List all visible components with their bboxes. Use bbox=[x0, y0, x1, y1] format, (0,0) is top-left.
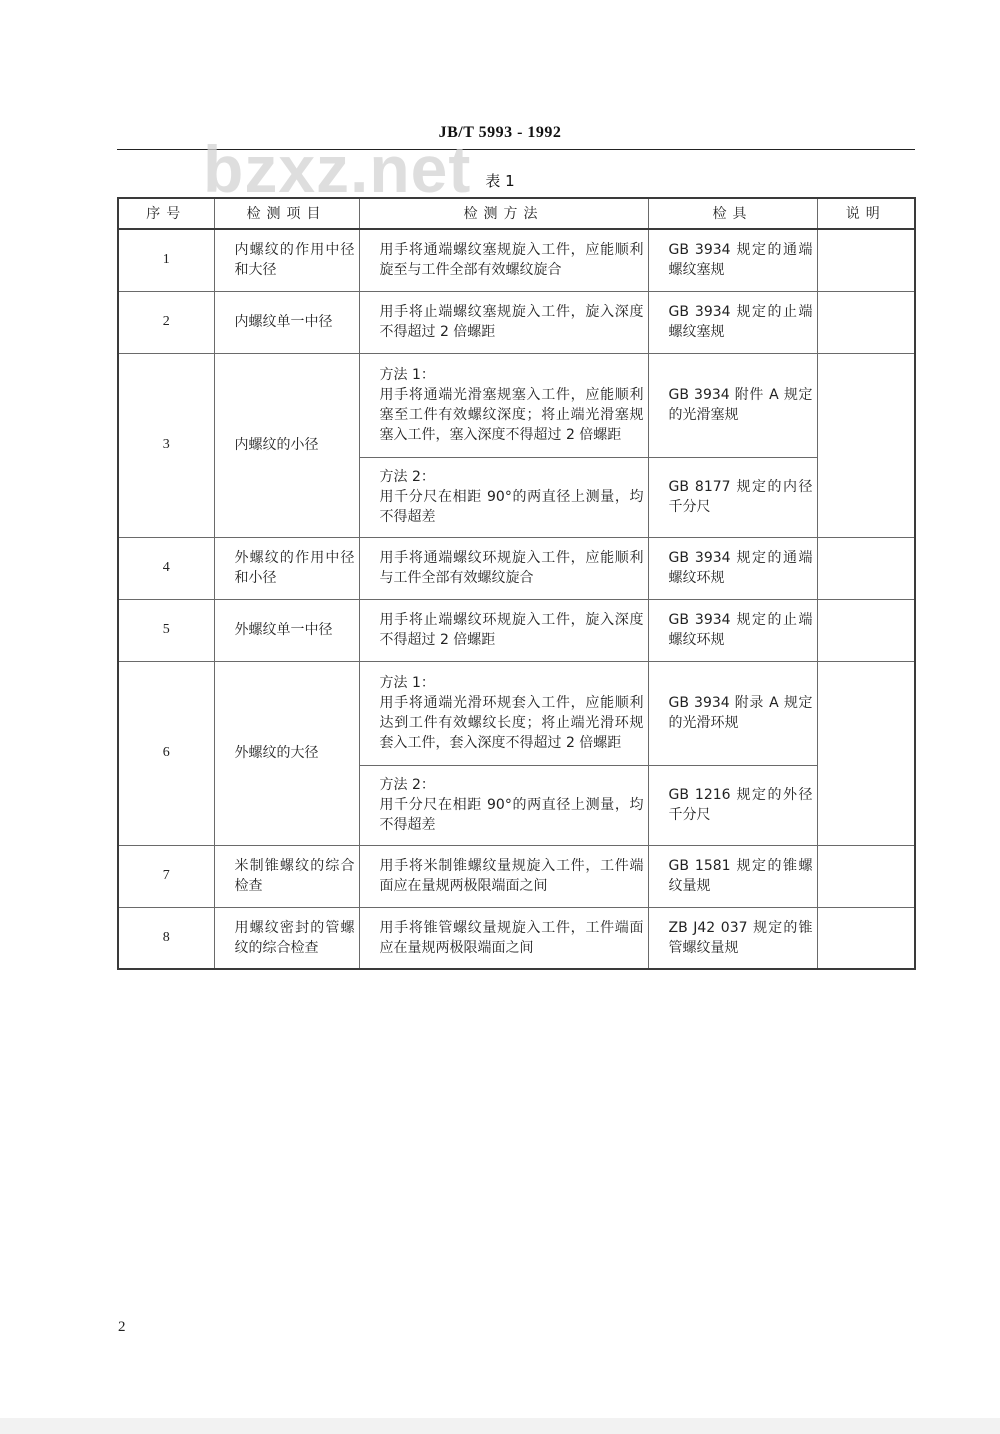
inspection-method: 用手将止端螺纹塞规旋入工件，旋入深度不得超过 2 倍螺距 bbox=[359, 291, 648, 353]
standard-number-header: JB/T 5993 - 1992 bbox=[438, 124, 562, 141]
inspection-item: 外螺纹的大径 bbox=[214, 661, 359, 845]
inspection-tool: GB 3934 附件 A 规定的光滑塞规 bbox=[648, 353, 817, 457]
inspection-method: 用手将止端螺纹环规旋入工件，旋入深度不得超过 2 倍螺距 bbox=[359, 599, 648, 661]
inspection-item: 外螺纹单一中径 bbox=[214, 599, 359, 661]
inspection-tool: GB 3934 附录 A 规定的光滑环规 bbox=[648, 661, 817, 765]
note-cell bbox=[817, 291, 915, 353]
table-header-row bbox=[118, 198, 915, 229]
table-row bbox=[118, 353, 915, 457]
inspection-method bbox=[359, 353, 648, 457]
inspection-method: 用手将锥管螺纹量规旋入工件，工件端面应在量规两极限端面之间 bbox=[359, 907, 648, 969]
table-row bbox=[118, 599, 915, 661]
note-cell bbox=[817, 907, 915, 969]
method-text: 用手将通端光滑塞规塞入工件，应能顺利塞至工件有效螺纹深度；将止端光滑塞规塞入工件，塞入深度不得超过 2 倍螺距 bbox=[379, 387, 644, 443]
row-number: 1 bbox=[118, 229, 214, 291]
method-label: 方法 2： bbox=[379, 777, 435, 793]
method-label: 方法 2： bbox=[379, 469, 435, 485]
method-label: 方法 1： bbox=[379, 675, 435, 691]
row-number: 8 bbox=[118, 907, 214, 969]
note-cell bbox=[817, 845, 915, 907]
inspection-tool: GB 3934 规定的止端螺纹塞规 bbox=[648, 291, 817, 353]
col-header-note: 说明 bbox=[817, 198, 915, 229]
inspection-tool: GB 1216 规定的外径千分尺 bbox=[648, 765, 817, 845]
note-cell bbox=[817, 353, 915, 537]
table-row bbox=[118, 537, 915, 599]
table-row bbox=[118, 845, 915, 907]
inspection-item: 内螺纹单一中径 bbox=[214, 291, 359, 353]
method-label: 方法 1： bbox=[379, 367, 435, 383]
col-header-item: 检测项目 bbox=[214, 198, 359, 229]
inspection-item: 内螺纹的小径 bbox=[214, 353, 359, 537]
method-text: 用千分尺在相距 90°的两直径上测量，均不得超差 bbox=[379, 797, 644, 833]
inspection-method: 用手将通端螺纹环规旋入工件，应能顺利与工件全部有效螺纹旋合 bbox=[359, 537, 648, 599]
table-row bbox=[118, 291, 915, 353]
inspection-item: 外螺纹的作用中径和小径 bbox=[214, 537, 359, 599]
inspection-method bbox=[359, 457, 648, 537]
inspection-item: 内螺纹的作用中径和大径 bbox=[214, 229, 359, 291]
inspection-method: 用手将米制锥螺纹量规旋入工件，工件端面应在量规两极限端面之间 bbox=[359, 845, 648, 907]
col-header-method: 检测方法 bbox=[359, 198, 648, 229]
table-row bbox=[118, 661, 915, 765]
inspection-table bbox=[117, 197, 916, 970]
watermark: bzxz.net bbox=[203, 132, 472, 206]
col-header-no: 序号 bbox=[118, 198, 214, 229]
col-header-tool: 检具 bbox=[648, 198, 817, 229]
table-row bbox=[118, 907, 915, 969]
table-row bbox=[118, 229, 915, 291]
row-number: 5 bbox=[118, 599, 214, 661]
note-cell bbox=[817, 537, 915, 599]
inspection-tool: GB 1581 规定的锥螺纹量规 bbox=[648, 845, 817, 907]
inspection-tool: GB 3934 规定的通端螺纹塞规 bbox=[648, 229, 817, 291]
row-number: 7 bbox=[118, 845, 214, 907]
row-number: 3 bbox=[118, 353, 214, 537]
inspection-method bbox=[359, 765, 648, 845]
note-cell bbox=[817, 599, 915, 661]
inspection-method: 用手将通端螺纹塞规旋入工件，应能顺利旋至与工件全部有效螺纹旋合 bbox=[359, 229, 648, 291]
inspection-item: 米制锥螺纹的综合检查 bbox=[214, 845, 359, 907]
method-text: 用千分尺在相距 90°的两直径上测量，均不得超差 bbox=[379, 489, 644, 525]
method-text: 用手将通端光滑环规套入工件，应能顺利达到工件有效螺纹长度；将止端光滑环规套入工件，套入深度不得超过 2 倍螺距 bbox=[379, 695, 644, 751]
inspection-item: 用螺纹密封的管螺纹的综合检查 bbox=[214, 907, 359, 969]
inspection-tool: ZB J42 037 规定的锥管螺纹量规 bbox=[648, 907, 817, 969]
row-number: 6 bbox=[118, 661, 214, 845]
inspection-tool: GB 8177 规定的内径千分尺 bbox=[648, 457, 817, 537]
row-number: 2 bbox=[118, 291, 214, 353]
page-bottom-edge bbox=[0, 1418, 1000, 1434]
page-number: 2 bbox=[118, 1319, 126, 1335]
table-title: 表 1 bbox=[485, 172, 515, 190]
row-number: 4 bbox=[118, 537, 214, 599]
note-cell bbox=[817, 229, 915, 291]
note-cell bbox=[817, 661, 915, 845]
inspection-tool: GB 3934 规定的止端螺纹环规 bbox=[648, 599, 817, 661]
inspection-method bbox=[359, 661, 648, 765]
inspection-tool: GB 3934 规定的通端螺纹环规 bbox=[648, 537, 817, 599]
